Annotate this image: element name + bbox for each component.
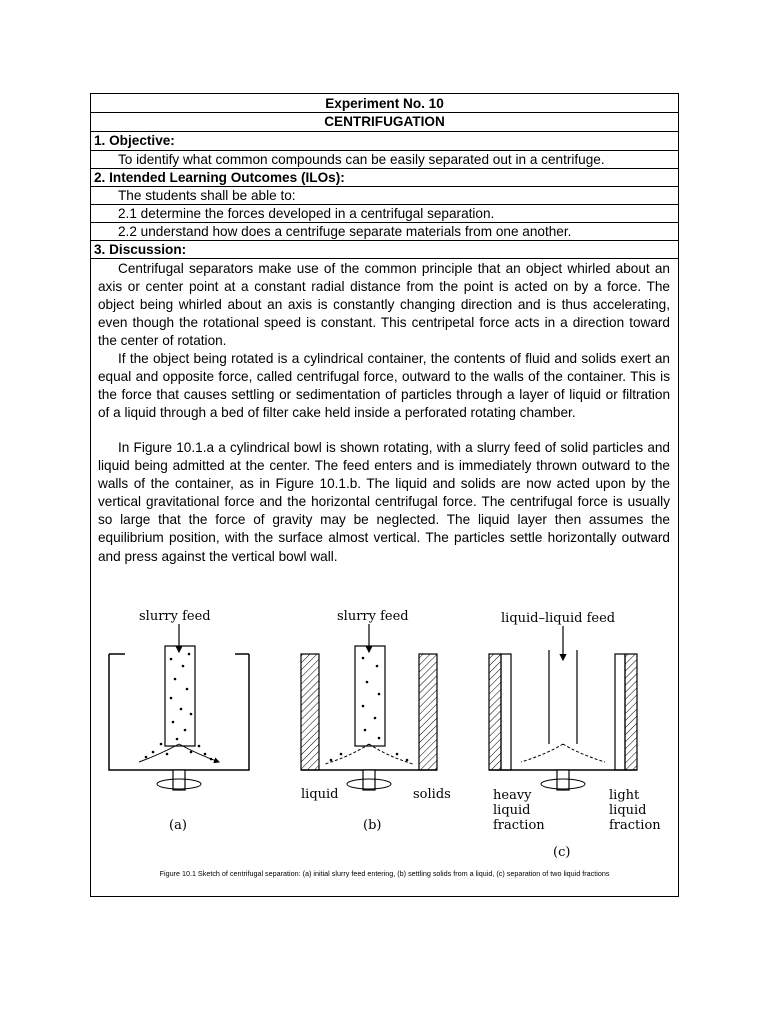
diagram-c: [489, 611, 661, 860]
liquid-label: liquid: [301, 787, 339, 802]
solids-layer-right: [419, 654, 437, 770]
label-b: (b): [363, 818, 382, 833]
label-a: (a): [169, 818, 187, 833]
heavy-layer-right: [625, 654, 637, 770]
flow-arrows: [139, 744, 219, 762]
shaft: [363, 770, 375, 790]
ilo-item: 2.1 determine the forces developed in a centrifugal separation.: [118, 206, 495, 221]
ilo-item: 2.2 understand how does a centrifuge separate materials from one another.: [118, 224, 572, 239]
shaft: [557, 770, 569, 790]
label-c: (c): [553, 845, 571, 860]
light-layer-right: [615, 654, 625, 770]
experiment-subtitle: CENTRIFUGATION: [324, 114, 445, 129]
solids-layer-left: [301, 654, 319, 770]
figure-caption: Figure 10.1 Sketch of centrifugal separation: (a) initial slurry feed entering, (b) settling solids from a liquid, (c) separation of two liquid fractions: [159, 869, 610, 878]
shaft: [173, 770, 185, 790]
flow-arrows: [521, 744, 605, 762]
heavy-label: fraction: [493, 818, 545, 833]
feed-pipe: [355, 646, 385, 746]
feed-label-a: slurry feed: [139, 609, 211, 624]
ilos-intro: The students shall be able to:: [118, 188, 296, 203]
bowl-wall: [109, 654, 249, 770]
experiment-sheet: [90, 93, 679, 897]
light-label: liquid: [609, 803, 647, 818]
centrifuge-figure: [101, 594, 671, 874]
ilos-heading: 2. Intended Learning Outcomes (ILOs):: [94, 170, 345, 185]
light-label: fraction: [609, 818, 661, 833]
discussion-paragraph: Centrifugal separators make use of the common principle that an object whirled about an axis or center point at a constant radial distance from the point is acted on by a force. The object being whirled about an axis is constantly changing direction and is thus accelerating, even though the rotational speed is constant. This centripetal force acts in a direction toward the center of rotation.: [98, 261, 670, 349]
heavy-label: liquid: [493, 803, 531, 818]
discussion-paragraph: If the object being rotated is a cylindrical container, the contents of fluid and solids exert an equal and opposite force, called centrifugal force, outward to the walls of the container. This is the force that causes settling or sedimentation of particles through a layer of liquid or filtration of a liquid through a bed of filter cake held inside a perforated rotating chamber.: [98, 351, 670, 421]
objective-heading: 1. Objective:: [94, 133, 175, 148]
feed-pipe: [549, 650, 577, 744]
light-layer-left: [501, 654, 511, 770]
heavy-label: heavy: [493, 788, 532, 803]
objective-text: To identify what common compounds can be easily separated out in a centrifuge.: [118, 152, 605, 167]
feed-label-b: slurry feed: [337, 609, 409, 624]
flow-arrows: [325, 744, 413, 764]
divider: [91, 258, 678, 259]
light-label: light: [609, 788, 640, 803]
heavy-layer-left: [489, 654, 501, 770]
experiment-title: Experiment No. 10: [325, 96, 444, 111]
diagram-b: [301, 609, 451, 833]
discussion-paragraph: In Figure 10.1.a a cylindrical bowl is shown rotating, with a slurry feed of solid particles and liquid being admitted at the center. The feed enters and is immediately thrown outward to the walls of the container, as in Figure 10.1.b. The liquid and solids are now acted upon by the vertical gravitational force and the horizontal centrifugal force. The centrifugal force is usually so large that the force of gravity may be neglected. The liquid layer then assumes the equilibrium position, with the surface almost vertical. The particles settle horizontally outward and press against the vertical bowl wall.: [98, 440, 670, 564]
feed-label-c: liquid–liquid feed: [501, 611, 616, 626]
solids-label: solids: [413, 787, 451, 802]
discussion-heading: 3. Discussion:: [94, 242, 187, 257]
diagram-a: [109, 609, 249, 833]
feed-pipe: [165, 646, 195, 746]
